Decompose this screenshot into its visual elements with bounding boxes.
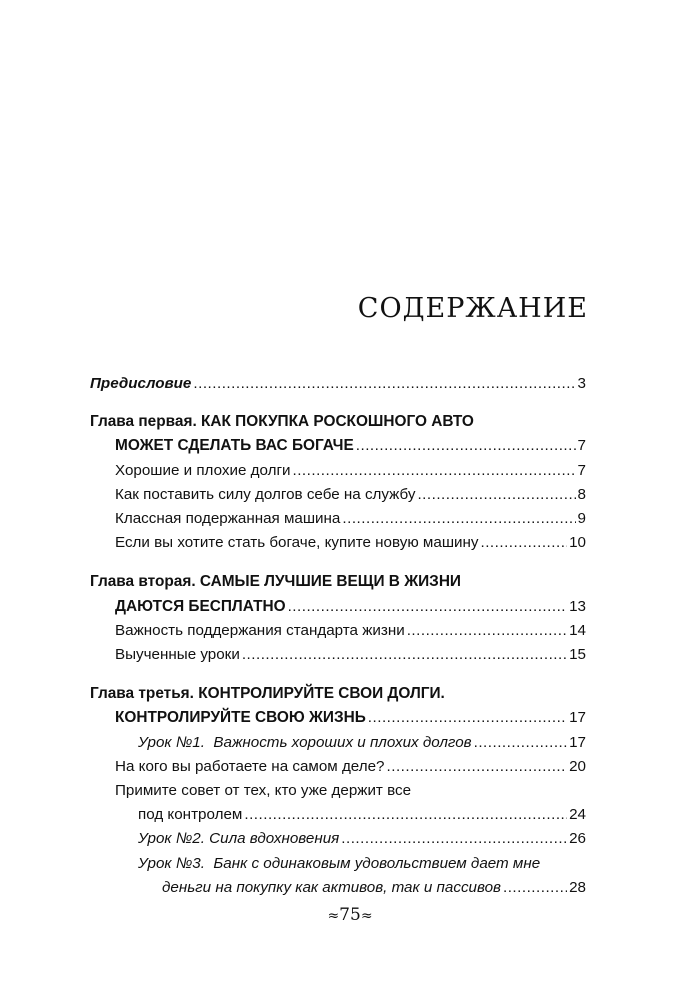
toc-entry[interactable] bbox=[90, 483, 586, 507]
toc-entry-label: Как поставить силу долгов себе на службу bbox=[115, 485, 416, 503]
toc-entry-label: Важность поддержания стандарта жизни bbox=[115, 621, 405, 639]
folio-ornament-left: ≈ bbox=[327, 908, 340, 924]
chapter-3-heading[interactable]: Глава третья. КОНТРОЛИРУЙТЕ СВОИ ДОЛГИ. bbox=[90, 685, 445, 703]
toc-entry-label-continued: деньги на покупку как активов, так и пассивов bbox=[162, 878, 501, 896]
dot-leader bbox=[288, 595, 568, 619]
dot-leader bbox=[480, 531, 567, 555]
dot-leader bbox=[292, 459, 575, 483]
dot-leader bbox=[503, 876, 567, 900]
page-title: СОДЕРЖАНИЕ bbox=[357, 293, 588, 324]
dot-leader bbox=[474, 731, 567, 755]
toc-entry-lesson-3[interactable] bbox=[90, 876, 586, 900]
toc-page-number: 9 bbox=[577, 510, 586, 528]
toc-page-number: 17 bbox=[569, 709, 586, 727]
toc-page-number: 17 bbox=[569, 733, 586, 751]
toc-entry-label[interactable]: Примите совет от тех, кто уже держит все bbox=[115, 782, 412, 800]
toc-page-number: 13 bbox=[569, 597, 586, 615]
toc-entry-chapter-2[interactable] bbox=[90, 595, 586, 619]
chapter-3-heading-continued: КОНТРОЛИРУЙТЕ СВОЮ ЖИЗНЬ bbox=[115, 709, 366, 727]
chapter-1-heading[interactable]: Глава первая. КАК ПОКУПКА РОСКОШНОГО АВТО bbox=[90, 413, 474, 431]
toc-entry-label: Урок №2. Сила вдохновения bbox=[138, 830, 340, 848]
toc-entry-label: На кого вы работаете на самом деле? bbox=[115, 757, 385, 775]
toc-page-number: 26 bbox=[569, 830, 586, 848]
dot-leader bbox=[407, 619, 567, 643]
table-of-contents bbox=[90, 372, 586, 900]
toc-entry[interactable] bbox=[90, 507, 586, 531]
toc-page-number: 7 bbox=[577, 461, 586, 479]
dot-leader bbox=[193, 372, 575, 396]
toc-page-number: 8 bbox=[577, 485, 586, 503]
dot-leader bbox=[387, 755, 568, 779]
toc-page-number: 7 bbox=[577, 437, 586, 455]
dot-leader bbox=[356, 434, 576, 458]
toc-page-number: 20 bbox=[569, 757, 586, 775]
toc-entry[interactable] bbox=[90, 531, 586, 555]
dot-leader bbox=[342, 507, 575, 531]
toc-entry-label: Урок №1. Важность хороших и плохих долгов bbox=[138, 733, 472, 751]
toc-entry-label: Если вы хотите стать богаче, купите новую машину bbox=[115, 534, 479, 552]
dot-leader bbox=[242, 643, 567, 667]
toc-entry[interactable] bbox=[90, 803, 586, 827]
toc-entry[interactable] bbox=[90, 459, 586, 483]
folio-ornament-right: ≈ bbox=[360, 908, 373, 924]
toc-entry-label: Предисловие bbox=[90, 375, 192, 392]
toc-page-number: 24 bbox=[569, 806, 586, 824]
dot-leader bbox=[368, 706, 567, 730]
toc-entry-chapter-3[interactable] bbox=[90, 706, 586, 730]
toc-entry-lesson-2[interactable] bbox=[90, 827, 586, 851]
chapter-2-heading-continued: ДАЮТСЯ БЕСПЛАТНО bbox=[115, 597, 286, 615]
toc-entry[interactable] bbox=[90, 755, 586, 779]
folio-number: 75 bbox=[339, 905, 361, 925]
dot-leader bbox=[341, 827, 567, 851]
toc-entry-chapter-1[interactable] bbox=[90, 434, 586, 458]
toc-page-number: 10 bbox=[569, 534, 586, 552]
toc-page-number: 3 bbox=[577, 375, 586, 392]
toc-entry-label[interactable]: Урок №3. Банк с одинаковым удовольствием дает мне bbox=[138, 854, 541, 872]
dot-leader bbox=[417, 483, 575, 507]
toc-entry-label: Хорошие и плохие долги bbox=[115, 461, 291, 479]
toc-entry[interactable] bbox=[90, 643, 586, 667]
chapter-2-heading[interactable]: Глава вторая. САМЫЕ ЛУЧШИЕ ВЕЩИ В ЖИЗНИ bbox=[90, 573, 461, 591]
toc-entry-label-continued: под контролем bbox=[138, 806, 243, 824]
page-number-footer bbox=[0, 905, 700, 925]
toc-page-number: 14 bbox=[569, 621, 586, 639]
toc-entry-label: Классная подержанная машина bbox=[115, 510, 341, 528]
toc-page-number: 15 bbox=[569, 646, 586, 664]
toc-entry-label: Выученные уроки bbox=[115, 646, 240, 664]
toc-entry[interactable] bbox=[90, 619, 586, 643]
toc-entry-preface[interactable] bbox=[90, 372, 586, 396]
dot-leader bbox=[244, 803, 567, 827]
toc-entry-lesson-1[interactable] bbox=[90, 731, 586, 755]
toc-page-number: 28 bbox=[569, 878, 586, 896]
chapter-1-heading-continued: МОЖЕТ СДЕЛАТЬ ВАС БОГАЧЕ bbox=[115, 437, 354, 455]
